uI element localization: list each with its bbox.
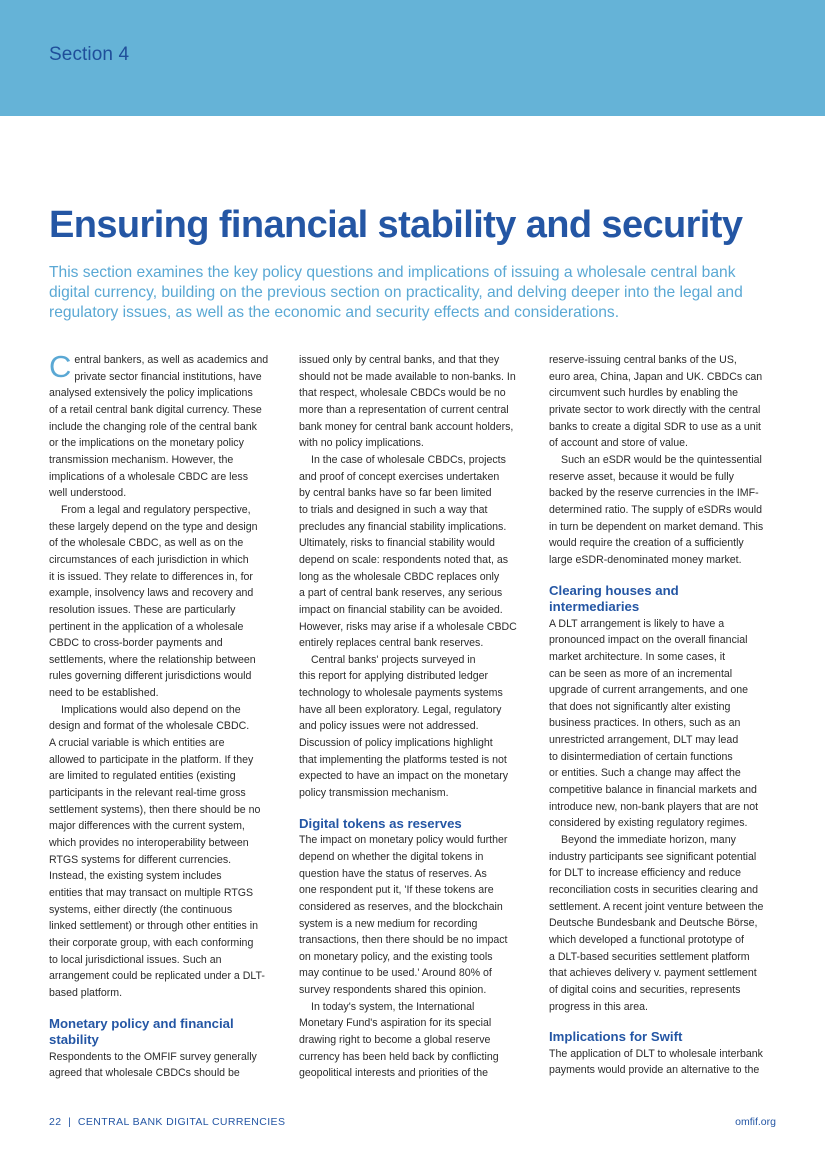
- column-2: [299, 352, 525, 1082]
- standfirst: This section examines the key policy questions and implications of issuing a wholesale central bank digital currency, building on the previous section on practicality, and delving deeper into the legal and regulatory issues, as well as the economic and security effects and considerations.: [49, 264, 743, 321]
- paragraph-text: entral bankers, as well as academics and private sector financial institutions, have analysed extensively the policy implications of a retail central bank digital currency. These include the changing role of the central bank or the implications on the monetary policy transmission mechanism. However, the implications of a wholesale CBDC are less well understood.: [49, 354, 269, 500]
- footer-separator: |: [68, 1116, 72, 1128]
- subheading-swift: Implications for Swift: [549, 1029, 683, 1045]
- subheading-monetary-policy: Monetary policy and financial stability: [49, 1015, 234, 1048]
- paragraph: issued only by central banks, and that they should not be made available to non-banks. In that respect, wholesale CBDCs would be no more than a representation of current central bank money for central bank account holders, with no policy implications.: [299, 354, 516, 450]
- paragraph: In the case of wholesale CBDCs, projects and proof of concept exercises undertaken by central banks have so far been limited to trials and designed in such a way that precludes any financial stability implications. Ultimately, risks to financial stability would depend on scale: respondents noted that, as long as the wholesale CBDC replaces only a part of central bank reserves, any serious impact on financial stability can be avoided. However, risks may arise if a wholesale CBDC entirely replaces central bank reserves.: [299, 453, 517, 650]
- paragraph: The impact on monetary policy would further depend on whether the digital tokens in question have the status of reserves. As one respondent put it, 'If these tokens are considered as reserves, and the blockchain system is a new medium for recording transactions, then there should be no impact on monetary policy, and the existing tools may continue to be used.' Around 80% of survey respondents shared this opinion.: [299, 834, 508, 997]
- section-header-band: [0, 0, 825, 116]
- paragraph: Beyond the immediate horizon, many industry participants see significant potential for DLT to increase efficiency and reduce reconciliation costs in securities clearing and settlement. A recent joint venture between the Deutsche Bundesbank and Deutsche Börse, which developed a functional prototype of a DLT-based securities settlement platform that achieves delivery v. payment settlement of digital coins and securities, represents progress in this area.: [549, 834, 764, 1013]
- drop-cap: C: [49, 349, 72, 384]
- footer-left: [49, 1116, 285, 1128]
- paragraph: [49, 349, 275, 502]
- paragraph: Such an eSDR would be the quintessential reserve asset, because it would be fully backed by the reserve currencies in the IMF- determined ratio. The supply of eSDRs would in turn be dependent on market demand. This would require the creation of a sufficiently large eSDR-denominated money market.: [549, 453, 764, 566]
- paragraph: Respondents to the OMFIF survey generally agreed that wholesale CBDCs should be: [49, 1050, 257, 1080]
- paragraph: reserve-issuing central banks of the US, euro area, China, Japan and UK. CBDCs can circumvent such hurdles by enabling the private sector to work directly with the central banks to create a digital SDR to use as a unit of account and store of value.: [549, 354, 763, 450]
- section-label: Section 4: [49, 44, 130, 65]
- subheading-digital-tokens: Digital tokens as reserves: [299, 815, 462, 831]
- page-title: Ensuring financial stability and security: [49, 204, 743, 246]
- column-1: [49, 349, 275, 1082]
- paragraph: Implications would also depend on the design and format of the wholesale CBDC. A crucial variable is which entities are allowed to participate in the platform. If they are limited to regulated entities (existing participants in the relevant real-time gross settlement systems), then there should be no major differences with the current system, which provides no interoperability between RTGS systems for different currencies. Instead, the existing system includes entities that may transact on multiple RTGS systems, either directly (the continuous linked settlement) or through other entities in their corporate group, with each conforming to local jurisdictional issues. Such an arrangement could be replicated under a DLT- based platform.: [49, 703, 265, 999]
- paragraph: Central banks' projects surveyed in this report for applying distributed ledger technology to wholesale payments systems have all been exploratory. Legal, regulatory and policy issues were not addressed. Discussion of policy implications highlight that implementing the platforms tested is not expected to have an impact on the monetary policy transmission mechanism.: [299, 653, 509, 800]
- paragraph: The application of DLT to wholesale interbank payments would provide an alternative to the: [549, 1047, 763, 1077]
- paragraph: A DLT arrangement is likely to have a pronounced impact on the overall financial market architecture. In some cases, it can be seen as more of an incremental upgrade of current arrangements, and one that does not significantly alter existing business practices. In others, such as an unrestricted arrangement, DLT may lead to disintermediation of certain functions or entities. Such a change may affect the competitive balance in financial markets and introduce new, non-bank players that are not considered by existing regulatory regimes.: [549, 617, 759, 830]
- column-3: [549, 352, 775, 1079]
- subheading-clearing-houses: Clearing houses and intermediaries: [549, 582, 679, 615]
- publication-name: CENTRAL BANK DIGITAL CURRENCIES: [77, 1116, 286, 1128]
- paragraph: From a legal and regulatory perspective, these largely depend on the type and design of the wholesale CBDC, as well as on the circumstances of each jurisdiction in which it is issued. They relate to differences in, for example, insolvency laws and recovery and resolution issues. These are particularly pertinent in the application of a wholesale CBDC to cross-border payments and settlements, where the relationship between rules governing different jurisdictions would need to be established.: [49, 503, 258, 700]
- page-number: 22: [49, 1116, 62, 1128]
- paragraph: In today's system, the International Monetary Fund's aspiration for its special drawing right to become a global reserve currency has been held back by conflicting geopolitical interests and priorities of the: [299, 1000, 499, 1080]
- website-link[interactable]: omfif.org: [735, 1116, 776, 1128]
